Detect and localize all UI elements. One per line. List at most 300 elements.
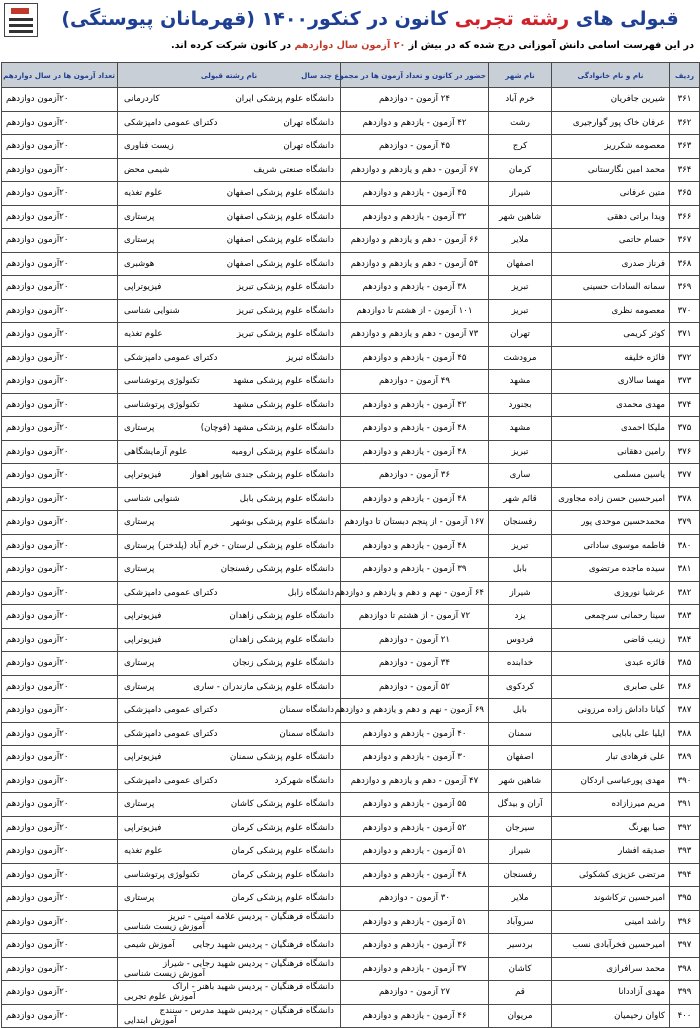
student-name: سمانه السادات حسینی	[552, 276, 670, 300]
row-number: ۳۸۵	[670, 652, 700, 676]
field-name: فیزیوتراپی	[124, 822, 162, 833]
exam-count	[2, 675, 118, 699]
city-name: کرج	[489, 135, 552, 159]
accepted-major	[118, 158, 341, 182]
row-number: ۳۸۹	[670, 746, 700, 770]
attendance-info: ۷۳ آزمون - دهم و یازدهم و دوازدهم	[341, 323, 489, 347]
attendance-info: ۲۱ آزمون - دوازدهم	[341, 628, 489, 652]
student-name: سیده ماجده مرتضوی	[552, 558, 670, 582]
exam-count	[2, 581, 118, 605]
field-name: پرستاری	[124, 658, 155, 669]
exam-count-text: ۲۰آزمون دوازدهم	[6, 329, 69, 340]
city-name: سروآباد	[489, 910, 552, 934]
header-count: تعداد آزمون ها در سال دوازدهم	[2, 63, 118, 88]
field-name: دکترای عمومی دامپزشکی	[124, 705, 218, 716]
university-name: دانشگاه شهرکرد	[274, 775, 334, 786]
city-name: تبریز	[489, 534, 552, 558]
table-row	[2, 840, 700, 864]
table-row	[2, 487, 700, 511]
attendance-info: ۳۹ آزمون - یازدهم و دوازدهم	[341, 558, 489, 582]
attendance-info: ۲۴ آزمون - دوازدهم	[341, 88, 489, 112]
exam-count-text: ۲۰آزمون دوازدهم	[6, 846, 69, 857]
exam-count	[2, 182, 118, 206]
university-name: دانشگاه علوم پزشکی کرمان	[231, 869, 334, 880]
exam-count-text: ۲۰آزمون دوازدهم	[6, 211, 69, 222]
exam-count-text: ۲۰آزمون دوازدهم	[6, 517, 69, 528]
row-number: ۳۶۸	[670, 252, 700, 276]
table-row	[2, 722, 700, 746]
student-name: محمدحسین موحدی پور	[552, 511, 670, 535]
student-name: مریم میرزازاده	[552, 793, 670, 817]
row-number: ۳۷۱	[670, 323, 700, 347]
table-row	[2, 323, 700, 347]
table-row	[2, 135, 700, 159]
city-name: مشهد	[489, 370, 552, 394]
attendance-info: ۴۸ آزمون - یازدهم و دوازدهم	[341, 863, 489, 887]
city-name: بابل	[489, 558, 552, 582]
student-name: امیرحسین ترکاشوند	[552, 887, 670, 911]
attendance-info: ۶۷ آزمون - دهم و یازدهم و دوازدهم	[341, 158, 489, 182]
exam-count	[2, 816, 118, 840]
field-name: هوشبری	[124, 258, 155, 269]
field-name: پرستاری	[124, 893, 155, 904]
exam-count	[2, 793, 118, 817]
city-name: رفسنجان	[489, 511, 552, 535]
exam-count-text: ۲۰آزمون دوازدهم	[6, 869, 69, 880]
city-name: کردکوی	[489, 675, 552, 699]
field-name: پرستاری	[124, 540, 155, 551]
accepted-major	[118, 581, 341, 605]
exam-count-text: ۲۰آزمون دوازدهم	[6, 1010, 69, 1021]
attendance-info: ۳۶ آزمون - دوازدهم	[341, 464, 489, 488]
attendance-info: ۵۱ آزمون - یازدهم و دوازدهم	[341, 910, 489, 934]
accepted-major	[118, 276, 341, 300]
exam-count-text: ۲۰آزمون دوازدهم	[6, 376, 69, 387]
exam-count-text: ۲۰آزمون دوازدهم	[6, 587, 69, 598]
table-row	[2, 769, 700, 793]
table-row	[2, 652, 700, 676]
attendance-info: ۳۰ آزمون - دوازدهم	[341, 887, 489, 911]
exam-count-text: ۲۰آزمون دوازدهم	[6, 658, 69, 669]
exam-count	[2, 628, 118, 652]
field-name: فیزیوتراپی	[124, 282, 162, 293]
university-name: دانشگاه علوم پزشکی اصفهان	[226, 188, 334, 199]
city-name: ملایر	[489, 887, 552, 911]
exam-count-text: ۲۰آزمون دوازدهم	[6, 564, 69, 575]
row-number: ۴۰۰	[670, 1004, 700, 1028]
attendance-info: ۳۰ آزمون - یازدهم و دوازدهم	[341, 746, 489, 770]
table-row	[2, 581, 700, 605]
table-row	[2, 182, 700, 206]
exam-count	[2, 158, 118, 182]
header-major: نام رشته قبولی	[118, 63, 341, 88]
attendance-info: ۱۰۱ آزمون - از هشتم تا دوازدهم	[341, 299, 489, 323]
field-name: فیزیوتراپی	[124, 611, 162, 622]
field-name: زیست فناوری	[124, 141, 174, 152]
attendance-info: ۶۴ آزمون - نهم و دهم و یازدهم و دوازدهم	[341, 581, 489, 605]
row-number: ۳۷۶	[670, 440, 700, 464]
exam-count	[2, 205, 118, 229]
city-name: یزد	[489, 605, 552, 629]
attendance-info: ۴۵ آزمون - دوازدهم	[341, 135, 489, 159]
title-part-2: رشته تجربی	[454, 8, 570, 30]
field-name: پرستاری	[124, 423, 155, 434]
row-number: ۳۹۳	[670, 840, 700, 864]
exam-count-text: ۲۰آزمون دوازدهم	[6, 141, 69, 152]
table-row	[2, 957, 700, 981]
student-name: صدیقه افشار	[552, 840, 670, 864]
row-number: ۳۷۳	[670, 370, 700, 394]
accepted-major	[118, 816, 341, 840]
exam-count-text: ۲۰آزمون دوازدهم	[6, 94, 69, 105]
attendance-info: ۶۶ آزمون - دهم و یازدهم و دوازدهم	[341, 229, 489, 253]
kanoon-logo	[4, 3, 38, 37]
table-row	[2, 981, 700, 1005]
exam-count	[2, 1004, 118, 1028]
accepted-major	[118, 511, 341, 535]
exam-count-text: ۲۰آزمون دوازدهم	[6, 258, 69, 269]
accepted-major	[118, 135, 341, 159]
exam-count-text: ۲۰آزمون دوازدهم	[6, 799, 69, 810]
exam-count	[2, 299, 118, 323]
exam-count-text: ۲۰آزمون دوازدهم	[6, 188, 69, 199]
accepted-major	[118, 393, 341, 417]
city-name: آران و بیدگل	[489, 793, 552, 817]
accepted-major	[118, 957, 341, 981]
row-number: ۳۸۰	[670, 534, 700, 558]
row-number: ۳۷۸	[670, 487, 700, 511]
row-number: ۳۹۴	[670, 863, 700, 887]
city-name: شیراز	[489, 581, 552, 605]
subtitle-part-3: در کانون شرکت کرده اند.	[170, 40, 292, 51]
accepted-major	[118, 628, 341, 652]
city-name: رفسنجان	[489, 863, 552, 887]
accepted-major	[118, 746, 341, 770]
attendance-info: ۶۹ آزمون - نهم و دهم و یازدهم و دوازدهم	[341, 699, 489, 723]
table-row	[2, 464, 700, 488]
university-name: دانشگاه سمنان	[279, 728, 334, 739]
header-attendance: حضور در کانون و تعداد آزمون ها در مجموع چند سال	[341, 63, 489, 88]
university-name: دانشگاه صنعتی شریف	[253, 164, 334, 175]
header-name: نام و نام خانوادگی	[552, 63, 670, 88]
university-name: دانشگاه علوم پزشکی زنجان	[232, 658, 334, 669]
row-number: ۳۶۴	[670, 158, 700, 182]
city-name: اصفهان	[489, 252, 552, 276]
student-name: علی فرهادی تبار	[552, 746, 670, 770]
exam-count	[2, 981, 118, 1005]
city-name: خدابنده	[489, 652, 552, 676]
exam-count	[2, 910, 118, 934]
attendance-info: ۴۰ آزمون - یازدهم و دوازدهم	[341, 722, 489, 746]
attendance-info: ۴۲ آزمون - یازدهم و دوازدهم	[341, 111, 489, 135]
attendance-info: ۵۲ آزمون - یازدهم و دوازدهم	[341, 816, 489, 840]
exam-count-text: ۲۰آزمون دوازدهم	[6, 540, 69, 551]
student-name: ایلیا علی بابایی	[552, 722, 670, 746]
accepted-major	[118, 605, 341, 629]
attendance-info: ۴۸ آزمون - یازدهم و دوازدهم	[341, 440, 489, 464]
university-name: دانشگاه علوم پزشکی تبریز	[236, 282, 334, 293]
table-row	[2, 934, 700, 958]
accepted-major	[118, 722, 341, 746]
row-number: ۳۷۹	[670, 511, 700, 535]
student-name: یاسین مسلمی	[552, 464, 670, 488]
attendance-info: ۳۲ آزمون - یازدهم و دوازدهم	[341, 205, 489, 229]
city-name: اصفهان	[489, 746, 552, 770]
student-name: کوثر کریمی	[552, 323, 670, 347]
row-number: ۳۸۳	[670, 605, 700, 629]
attendance-info: ۵۱ آزمون - یازدهم و دوازدهم	[341, 840, 489, 864]
exam-count	[2, 487, 118, 511]
university-name: دانشگاه علوم پزشکی ارومیه	[231, 446, 334, 457]
university-name: دانشگاه فرهنگیان - پردیس شهید رجایی	[192, 940, 334, 951]
table-row	[2, 887, 700, 911]
table-row	[2, 816, 700, 840]
student-name: علی صابری	[552, 675, 670, 699]
exam-count-text: ۲۰آزمون دوازدهم	[6, 305, 69, 316]
city-name: شیراز	[489, 182, 552, 206]
exam-count-text: ۲۰آزمون دوازدهم	[6, 987, 69, 998]
city-name: مشهد	[489, 417, 552, 441]
row-number: ۳۹۵	[670, 887, 700, 911]
field-name: آموزش علوم تجربی	[124, 992, 196, 1003]
university-name: دانشگاه علوم پزشکی کرمان	[231, 822, 334, 833]
page-subtitle	[4, 38, 694, 54]
accepted-major	[118, 769, 341, 793]
field-name: فیزیوتراپی	[124, 752, 162, 763]
student-name: مهسا سالاری	[552, 370, 670, 394]
table-row	[2, 534, 700, 558]
table-row	[2, 88, 700, 112]
accepted-major	[118, 299, 341, 323]
field-name: علوم تغذیه	[124, 188, 163, 199]
exam-count-text: ۲۰آزمون دوازدهم	[6, 963, 69, 974]
university-name: دانشگاه علوم پزشکی کرمان	[231, 893, 334, 904]
accepted-major	[118, 699, 341, 723]
accepted-major	[118, 863, 341, 887]
student-name: صبا بهرنگ	[552, 816, 670, 840]
exam-count-text: ۲۰آزمون دوازدهم	[6, 634, 69, 645]
exam-count	[2, 605, 118, 629]
field-name: دکترای عمومی دامپزشکی	[124, 775, 218, 786]
table-row	[2, 417, 700, 441]
accepted-major	[118, 934, 341, 958]
attendance-info: ۲۷ آزمون - دوازدهم	[341, 981, 489, 1005]
student-name: محمد سرافرازی	[552, 957, 670, 981]
university-name: دانشگاه تبریز	[286, 352, 334, 363]
attendance-info: ۴۶ آزمون - یازدهم و دوازدهم	[341, 1004, 489, 1028]
field-name: علوم تغذیه	[124, 846, 163, 857]
city-name: مریوان	[489, 1004, 552, 1028]
exam-count-text: ۲۰آزمون دوازدهم	[6, 470, 69, 481]
university-name: دانشگاه سمنان	[279, 705, 334, 716]
subtitle-part-1: در این فهرست اسامی دانش آموزانی درج شده که در بیش از	[408, 40, 694, 51]
accepted-major	[118, 1004, 341, 1028]
city-name: فردوس	[489, 628, 552, 652]
university-name: دانشگاه علوم پزشکی مشهد	[232, 376, 334, 387]
city-name: خرم آباد	[489, 88, 552, 112]
university-name: دانشگاه علوم پزشکی کاشان	[230, 799, 334, 810]
exam-count-text: ۲۰آزمون دوازدهم	[6, 822, 69, 833]
table-row	[2, 675, 700, 699]
attendance-info: ۴۸ آزمون - یازدهم و دوازدهم	[341, 417, 489, 441]
exam-count	[2, 229, 118, 253]
table-row	[2, 511, 700, 535]
subtitle-part-2: ۲۰ آزمون سال دوازدهم	[294, 40, 406, 51]
student-name: متین عرفانی	[552, 182, 670, 206]
university-name: دانشگاه علوم پزشکی زاهدان	[229, 611, 334, 622]
student-name: رامین دهقانی	[552, 440, 670, 464]
field-name: آموزش شیمی	[124, 940, 175, 951]
table-row	[2, 793, 700, 817]
row-number: ۳۹۷	[670, 934, 700, 958]
city-name: کاشان	[489, 957, 552, 981]
student-name: حسام حاتمی	[552, 229, 670, 253]
city-name: تهران	[489, 323, 552, 347]
university-name: دانشگاه تهران	[283, 141, 334, 152]
table-header-row	[2, 63, 700, 88]
attendance-info: ۳۶ آزمون - یازدهم و دوازدهم	[341, 934, 489, 958]
exam-count-text: ۲۰آزمون دوازدهم	[6, 611, 69, 622]
attendance-info: ۴۵ آزمون - یازدهم و دوازدهم	[341, 182, 489, 206]
accepted-major	[118, 252, 341, 276]
row-number: ۳۸۴	[670, 628, 700, 652]
exam-count	[2, 746, 118, 770]
row-number: ۳۶۳	[670, 135, 700, 159]
table-row	[2, 628, 700, 652]
row-number: ۳۷۴	[670, 393, 700, 417]
accepted-major	[118, 487, 341, 511]
field-name: فیزیوتراپی	[124, 470, 162, 481]
attendance-info: ۵۵ آزمون - یازدهم و دوازدهم	[341, 793, 489, 817]
title-part-3: کانون در کنکور۱۴۰۰ (قهرمانان پیوستگی)	[61, 8, 449, 30]
city-name: تبریز	[489, 299, 552, 323]
attendance-info: ۵۲ آزمون - دوازدهم	[341, 675, 489, 699]
accepted-major	[118, 346, 341, 370]
city-name: تبریز	[489, 440, 552, 464]
table-row	[2, 863, 700, 887]
header-row-number: ردیف	[670, 63, 700, 88]
accepted-major	[118, 440, 341, 464]
accepted-major	[118, 88, 341, 112]
student-name: شیرین جافریان	[552, 88, 670, 112]
student-name: فرناز صدری	[552, 252, 670, 276]
accepted-major	[118, 229, 341, 253]
university-name: دانشگاه علوم پزشکی ایران	[235, 94, 334, 105]
field-name: علوم تغذیه	[124, 329, 163, 340]
logo-line	[9, 24, 33, 27]
exam-count-text: ۲۰آزمون دوازدهم	[6, 446, 69, 457]
field-name: آموزش زیست شناسی	[124, 921, 205, 932]
city-name: بجنورد	[489, 393, 552, 417]
student-name: مهدی پورعباسی اردکان	[552, 769, 670, 793]
attendance-info: ۴۷ آزمون - دهم و یازدهم و دوازدهم	[341, 769, 489, 793]
field-name: پرستاری	[124, 517, 155, 528]
student-name: معصومه شکرریز	[552, 135, 670, 159]
table-row	[2, 158, 700, 182]
field-name: پرستاری	[124, 235, 155, 246]
logo-line	[9, 18, 33, 21]
exam-count	[2, 863, 118, 887]
university-name: دانشگاه فرهنگیان - پردیس شهید باهنر - اراک	[172, 982, 334, 993]
field-name: تکنولوژی پرتوشناسی	[124, 376, 200, 387]
university-name: دانشگاه علوم پزشکی اصفهان	[226, 211, 334, 222]
accepted-major	[118, 910, 341, 934]
attendance-info: ۴۸ آزمون - یازدهم و دوازدهم	[341, 487, 489, 511]
table-row	[2, 558, 700, 582]
exam-count	[2, 135, 118, 159]
student-name: مرتضی عزیزی کشکوئی	[552, 863, 670, 887]
accepted-major	[118, 205, 341, 229]
accepted-major	[118, 840, 341, 864]
university-name: دانشگاه علوم پزشکی کرمان	[231, 846, 334, 857]
exam-count-text: ۲۰آزمون دوازدهم	[6, 752, 69, 763]
attendance-info: ۴۹ آزمون - دوازدهم	[341, 370, 489, 394]
field-name: تکنولوژی پرتوشناسی	[124, 399, 200, 410]
student-name: امیرحسین فخرآبادی نسب	[552, 934, 670, 958]
university-name: دانشگاه علوم پزشکی مشهد (قوچان)	[200, 423, 334, 434]
student-name: کاوان رحیمیان	[552, 1004, 670, 1028]
exam-count-text: ۲۰آزمون دوازدهم	[6, 705, 69, 716]
accepted-major	[118, 182, 341, 206]
field-name: شیمی محض	[124, 164, 170, 175]
exam-count-text: ۲۰آزمون دوازدهم	[6, 728, 69, 739]
university-name: دانشگاه علوم پزشکی لرستان - خرم آباد (پلدختر)	[157, 540, 334, 551]
exam-count	[2, 393, 118, 417]
accepted-major	[118, 887, 341, 911]
exam-count-text: ۲۰آزمون دوازدهم	[6, 775, 69, 786]
table-row	[2, 346, 700, 370]
row-number: ۳۶۲	[670, 111, 700, 135]
row-number: ۳۷۰	[670, 299, 700, 323]
field-name: دکترای عمومی دامپزشکی	[124, 587, 218, 598]
table-row	[2, 229, 700, 253]
exam-count-text: ۲۰آزمون دوازدهم	[6, 893, 69, 904]
field-name: دکترای عمومی دامپزشکی	[124, 728, 218, 739]
exam-count	[2, 252, 118, 276]
accepted-major	[118, 370, 341, 394]
student-name: فائزه عبدی	[552, 652, 670, 676]
table-row	[2, 111, 700, 135]
city-name: شاهین شهر	[489, 769, 552, 793]
row-number: ۳۸۸	[670, 722, 700, 746]
city-name: شاهین شهر	[489, 205, 552, 229]
row-number: ۳۷۷	[670, 464, 700, 488]
university-name: دانشگاه علوم پزشکی اصفهان	[226, 258, 334, 269]
accepted-major	[118, 652, 341, 676]
exam-count-text: ۲۰آزمون دوازدهم	[6, 235, 69, 246]
exam-count-text: ۲۰آزمون دوازدهم	[6, 423, 69, 434]
title-part-1: قبولی های	[575, 8, 679, 30]
row-number: ۳۸۷	[670, 699, 700, 723]
row-number: ۳۸۶	[670, 675, 700, 699]
table-row	[2, 1004, 700, 1028]
university-name: دانشگاه علوم پزشکی سمنان	[229, 752, 334, 763]
exam-count	[2, 323, 118, 347]
university-name: دانشگاه فرهنگیان - پردیس شهید رجایی - شیراز	[163, 958, 334, 969]
table-row	[2, 605, 700, 629]
accepted-major	[118, 323, 341, 347]
city-name: تبریز	[489, 276, 552, 300]
university-name: دانشگاه علوم پزشکی تبریز	[236, 329, 334, 340]
exam-count	[2, 440, 118, 464]
exam-count	[2, 840, 118, 864]
student-name: معصومه نظری	[552, 299, 670, 323]
exam-count-text: ۲۰آزمون دوازدهم	[6, 940, 69, 951]
student-name: عرفان خاک پور گوارجیری	[552, 111, 670, 135]
accepted-major	[118, 417, 341, 441]
city-name: بابل	[489, 699, 552, 723]
exam-count	[2, 417, 118, 441]
